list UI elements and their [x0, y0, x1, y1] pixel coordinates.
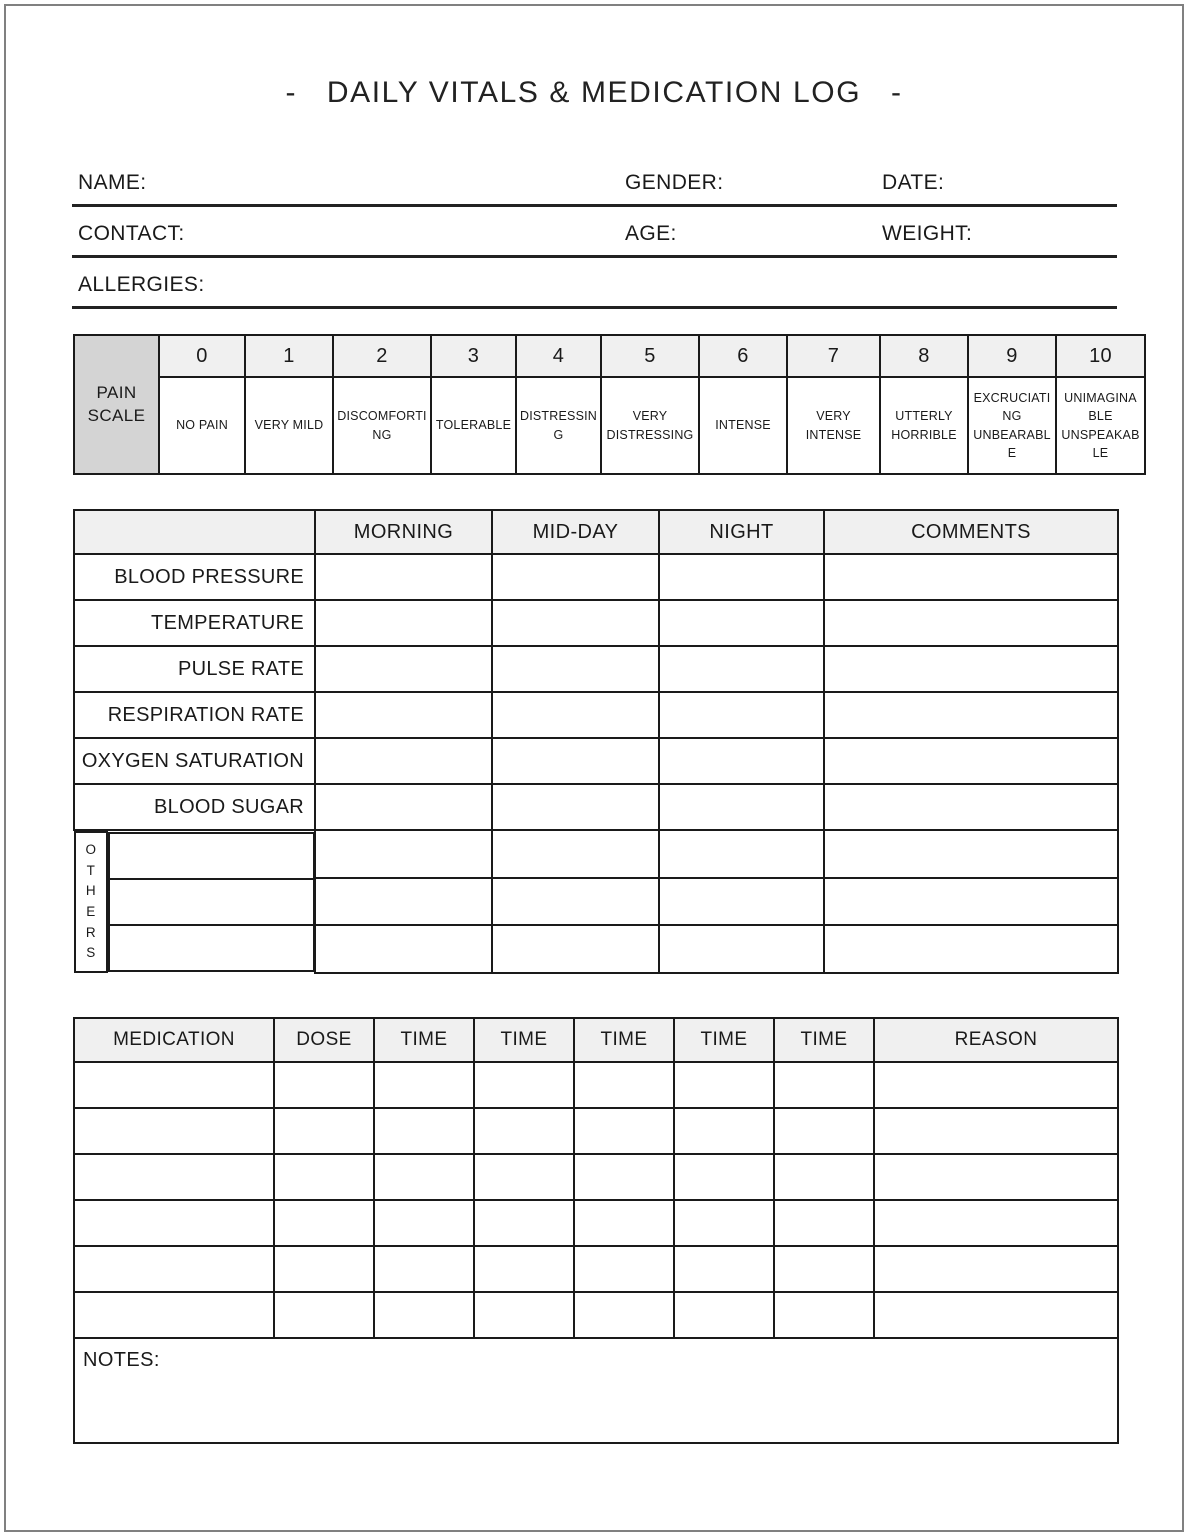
pain-scale-number-4: 4	[516, 335, 601, 377]
med-cell-medication[interactable]	[74, 1062, 274, 1108]
med-cell-time-5[interactable]	[774, 1200, 874, 1246]
vitals-others-cell-comments[interactable]	[824, 878, 1118, 926]
vitals-cell-midday[interactable]	[492, 646, 659, 692]
date-field-label: DATE:	[882, 171, 945, 194]
med-cell-medication[interactable]	[74, 1292, 274, 1338]
vitals-others-cell-morning[interactable]	[315, 925, 492, 973]
vitals-cell-midday[interactable]	[492, 554, 659, 600]
med-cell-time-4[interactable]	[674, 1292, 774, 1338]
med-col-reason: REASON	[874, 1018, 1118, 1062]
vitals-others-name-column	[107, 832, 315, 972]
vitals-col-morning: MORNING	[315, 510, 492, 554]
pain-scale-description-6: INTENSE	[699, 377, 787, 474]
med-cell-dose[interactable]	[274, 1200, 374, 1246]
pain-scale-table	[73, 334, 1146, 475]
medication-row	[74, 1062, 1118, 1108]
med-cell-time-2[interactable]	[474, 1108, 574, 1154]
med-cell-reason[interactable]	[874, 1154, 1118, 1200]
med-cell-time-1[interactable]	[374, 1246, 474, 1292]
vitals-header-row	[74, 510, 1118, 554]
vitals-cell-morning[interactable]	[315, 600, 492, 646]
pain-scale-number-9: 9	[968, 335, 1056, 377]
vitals-row	[74, 554, 1118, 600]
vitals-col-night: NIGHT	[659, 510, 824, 554]
med-col-dose: DOSE	[274, 1018, 374, 1062]
notes-row	[74, 1338, 1118, 1443]
vitals-row-label: TEMPERATURE	[74, 600, 315, 646]
pain-scale-description-9: EXCRUCIATING UNBEARABLE	[968, 377, 1056, 474]
med-cell-time-5[interactable]	[774, 1062, 874, 1108]
vitals-col-comments: COMMENTS	[824, 510, 1118, 554]
med-cell-time-3[interactable]	[574, 1292, 674, 1338]
medication-header-row	[74, 1018, 1118, 1062]
pain-scale-description-5: VERY DISTRESSING	[601, 377, 699, 474]
med-cell-time-3[interactable]	[574, 1062, 674, 1108]
vitals-cell-night[interactable]	[659, 600, 824, 646]
med-cell-reason[interactable]	[874, 1246, 1118, 1292]
vitals-cell-night[interactable]	[659, 646, 824, 692]
medication-table	[73, 1017, 1119, 1444]
vitals-cell-morning[interactable]	[315, 554, 492, 600]
med-cell-time-2[interactable]	[474, 1154, 574, 1200]
vitals-cell-midday[interactable]	[492, 738, 659, 784]
pain-scale-number-row	[74, 335, 1145, 377]
header-field-row-1	[72, 155, 1117, 207]
vitals-cell-comments[interactable]	[824, 600, 1118, 646]
medication-row	[74, 1154, 1118, 1200]
med-col-time-5: TIME	[774, 1018, 874, 1062]
med-cell-reason[interactable]	[874, 1292, 1118, 1338]
med-cell-reason[interactable]	[874, 1062, 1118, 1108]
med-cell-reason[interactable]	[874, 1108, 1118, 1154]
vitals-others-cell-midday[interactable]	[492, 878, 659, 926]
med-cell-medication[interactable]	[74, 1108, 274, 1154]
vitals-cell-morning[interactable]	[315, 738, 492, 784]
med-cell-time-4[interactable]	[674, 1200, 774, 1246]
vitals-row	[74, 646, 1118, 692]
contact-field-label: CONTACT:	[78, 222, 185, 245]
pain-scale-description-10: UNIMAGINABLE UNSPEAKABLE	[1056, 377, 1145, 474]
pain-scale-section	[73, 334, 1140, 475]
med-cell-time-1[interactable]	[374, 1062, 474, 1108]
vitals-cell-comments[interactable]	[824, 646, 1118, 692]
medication-row	[74, 1246, 1118, 1292]
vitals-others-name-cell[interactable]	[109, 833, 314, 879]
pain-scale-number-10: 10	[1056, 335, 1145, 377]
vitals-cell-midday[interactable]	[492, 784, 659, 830]
vitals-row-label: PULSE RATE	[74, 646, 315, 692]
pain-scale-description-3: TOLERABLE	[431, 377, 516, 474]
vitals-cell-comments[interactable]	[824, 738, 1118, 784]
vitals-row-label: BLOOD SUGAR	[74, 784, 315, 830]
med-cell-time-2[interactable]	[474, 1200, 574, 1246]
vitals-others-name-cell[interactable]	[109, 879, 314, 925]
vitals-row-label: RESPIRATION RATE	[74, 692, 315, 738]
vitals-row-label: OXYGEN SATURATION	[74, 738, 315, 784]
name-field-label: NAME:	[78, 171, 147, 194]
pain-scale-label-line2: SCALE	[87, 405, 146, 425]
vitals-others-cell-morning[interactable]	[315, 878, 492, 926]
others-letter: O	[85, 842, 97, 858]
med-cell-time-5[interactable]	[774, 1292, 874, 1338]
others-letter: T	[86, 862, 96, 878]
vitals-col-midday: MID-DAY	[492, 510, 659, 554]
pain-scale-number-2: 2	[333, 335, 431, 377]
vitals-others-label	[75, 832, 107, 972]
gender-field-label: GENDER:	[625, 171, 724, 194]
vitals-cell-midday[interactable]	[492, 600, 659, 646]
pain-scale-label-line1: PAIN	[96, 382, 137, 402]
med-cell-time-1[interactable]	[374, 1200, 474, 1246]
medication-row	[74, 1292, 1118, 1338]
vitals-cell-comments[interactable]	[824, 692, 1118, 738]
vitals-cell-night[interactable]	[659, 554, 824, 600]
notes-label[interactable]: NOTES:	[74, 1338, 1118, 1443]
med-cell-medication[interactable]	[74, 1200, 274, 1246]
page-title: - DAILY VITALS & MEDICATION LOG -	[285, 76, 903, 109]
vitals-others-cell-comments[interactable]	[824, 925, 1118, 973]
vitals-others-cell-night[interactable]	[659, 830, 824, 878]
medication-row	[74, 1108, 1118, 1154]
vitals-corner-cell	[74, 510, 315, 554]
vitals-others-label-container	[74, 830, 315, 973]
med-col-medication: MEDICATION	[74, 1018, 274, 1062]
age-field-label: AGE:	[625, 222, 677, 245]
vitals-cell-morning[interactable]	[315, 692, 492, 738]
med-cell-time-5[interactable]	[774, 1246, 874, 1292]
medication-section	[73, 1017, 1117, 1444]
med-col-time-2: TIME	[474, 1018, 574, 1062]
pain-scale-description-1: VERY MILD	[245, 377, 333, 474]
med-col-time-4: TIME	[674, 1018, 774, 1062]
weight-field-label: WEIGHT:	[882, 222, 973, 245]
med-cell-time-4[interactable]	[674, 1246, 774, 1292]
vitals-others-row	[74, 830, 1118, 878]
vitals-others-cell-midday[interactable]	[492, 925, 659, 973]
med-cell-medication[interactable]	[74, 1246, 274, 1292]
pain-scale-description-row	[74, 377, 1145, 474]
vitals-row	[74, 784, 1118, 830]
pain-scale-number-5: 5	[601, 335, 699, 377]
med-cell-time-3[interactable]	[574, 1246, 674, 1292]
pain-scale-label	[74, 335, 159, 474]
others-letter: H	[85, 883, 97, 899]
medication-row	[74, 1200, 1118, 1246]
pain-scale-description-0: NO PAIN	[159, 377, 245, 474]
pain-scale-number-0: 0	[159, 335, 245, 377]
others-letter: E	[86, 904, 96, 919]
med-cell-time-5[interactable]	[774, 1108, 874, 1154]
vitals-others-cell-comments[interactable]	[824, 830, 1118, 878]
med-cell-time-5[interactable]	[774, 1154, 874, 1200]
vitals-cell-morning[interactable]	[315, 646, 492, 692]
vitals-table	[73, 509, 1119, 974]
med-cell-dose[interactable]	[274, 1062, 374, 1108]
med-cell-time-2[interactable]	[474, 1062, 574, 1108]
med-cell-dose[interactable]	[274, 1292, 374, 1338]
pain-scale-number-1: 1	[245, 335, 333, 377]
med-cell-time-2[interactable]	[474, 1246, 574, 1292]
vitals-row-label: BLOOD PRESSURE	[74, 554, 315, 600]
vitals-row	[74, 738, 1118, 784]
vitals-others-cell-night[interactable]	[659, 878, 824, 926]
vitals-cell-morning[interactable]	[315, 784, 492, 830]
med-cell-time-3[interactable]	[574, 1154, 674, 1200]
header-field-row-3	[72, 257, 1117, 309]
med-cell-time-2[interactable]	[474, 1292, 574, 1338]
med-cell-time-1[interactable]	[374, 1292, 474, 1338]
vitals-row	[74, 600, 1118, 646]
med-cell-time-1[interactable]	[374, 1154, 474, 1200]
pain-scale-description-7: VERY INTENSE	[787, 377, 880, 474]
others-letter: R	[85, 924, 97, 940]
pain-scale-description-8: UTTERLY HORRIBLE	[880, 377, 968, 474]
med-cell-dose[interactable]	[274, 1154, 374, 1200]
med-cell-time-4[interactable]	[674, 1062, 774, 1108]
vitals-section	[73, 509, 1117, 974]
vitals-cell-night[interactable]	[659, 784, 824, 830]
vitals-others-cell-midday[interactable]	[492, 830, 659, 878]
vitals-others-cell-night[interactable]	[659, 925, 824, 973]
vitals-others-cell-morning[interactable]	[315, 830, 492, 878]
vitals-cell-comments[interactable]	[824, 784, 1118, 830]
allergies-field-label: ALLERGIES:	[78, 273, 205, 296]
others-letter: S	[86, 945, 96, 961]
med-cell-medication[interactable]	[74, 1154, 274, 1200]
vitals-cell-comments[interactable]	[824, 554, 1118, 600]
med-cell-time-4[interactable]	[674, 1154, 774, 1200]
vitals-cell-midday[interactable]	[492, 692, 659, 738]
med-cell-reason[interactable]	[874, 1200, 1118, 1246]
pain-scale-description-2: DISCOMFORTING	[333, 377, 431, 474]
med-cell-time-3[interactable]	[574, 1200, 674, 1246]
pain-scale-number-8: 8	[880, 335, 968, 377]
med-col-time-1: TIME	[374, 1018, 474, 1062]
med-cell-dose[interactable]	[274, 1246, 374, 1292]
med-cell-time-3[interactable]	[574, 1108, 674, 1154]
med-cell-dose[interactable]	[274, 1108, 374, 1154]
vitals-cell-night[interactable]	[659, 692, 824, 738]
vitals-cell-night[interactable]	[659, 738, 824, 784]
pain-scale-description-4: DISTRESSING	[516, 377, 601, 474]
pain-scale-number-6: 6	[699, 335, 787, 377]
pain-scale-number-7: 7	[787, 335, 880, 377]
med-col-time-3: TIME	[574, 1018, 674, 1062]
med-cell-time-4[interactable]	[674, 1108, 774, 1154]
med-cell-time-1[interactable]	[374, 1108, 474, 1154]
header-field-row-2	[72, 206, 1117, 258]
vitals-row	[74, 692, 1118, 738]
pain-scale-number-3: 3	[431, 335, 516, 377]
vitals-others-name-cell[interactable]	[109, 925, 314, 971]
